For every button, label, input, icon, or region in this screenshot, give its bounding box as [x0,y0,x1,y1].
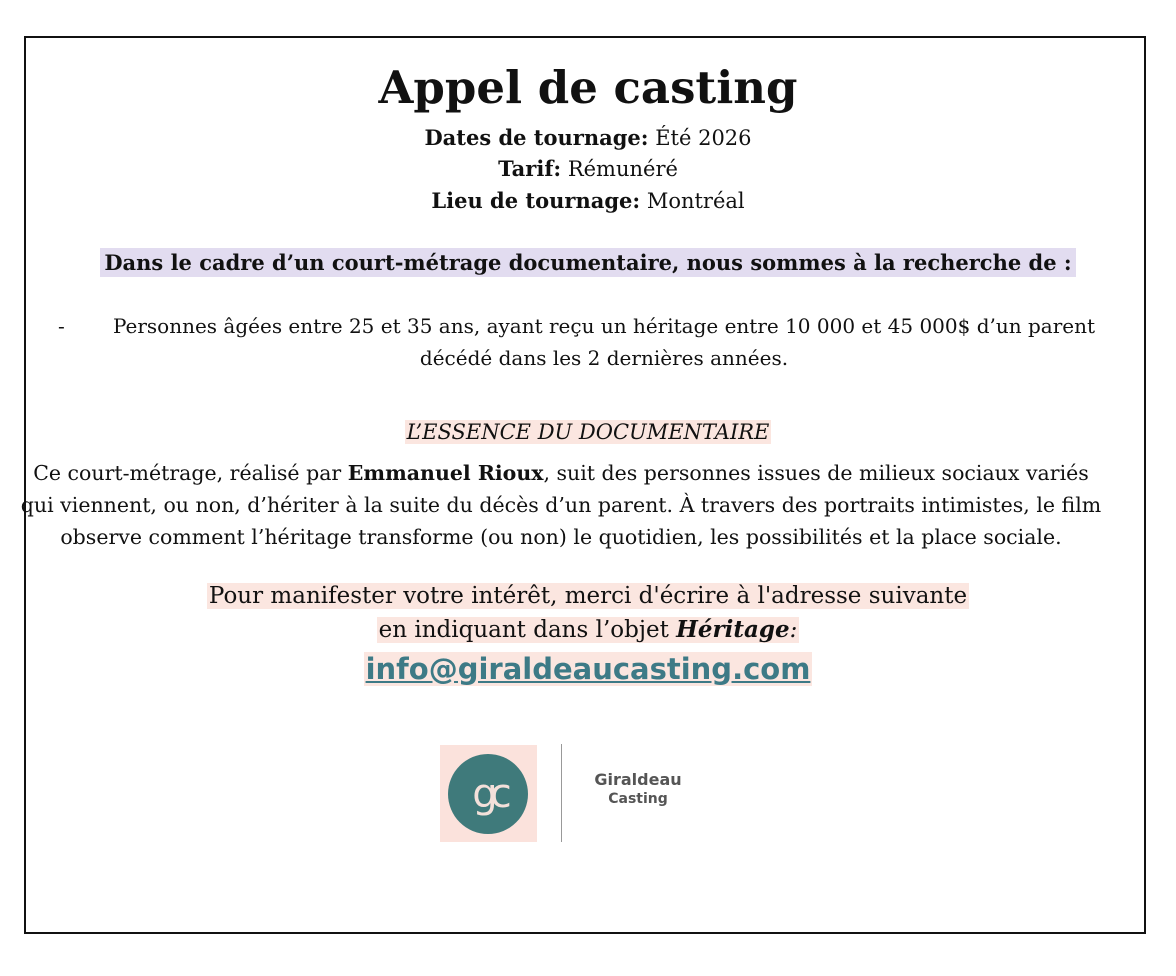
bullet-marker: - [58,314,65,338]
bullet-line-2: décédé dans les 2 dernières années. [419,346,789,370]
essence-heading [0,417,1176,447]
detail-label: Lieu de tournage: [431,188,641,213]
contact-line-1: Pour manifester votre intérêt, merci d'écrire à l'adresse suivante [208,583,968,609]
subject-keyword: Héritage [676,616,790,643]
logo-divider [561,744,562,842]
search-heading [0,248,1176,278]
detail-rate [0,153,1176,185]
detail-label: Tarif: [498,156,562,181]
detail-label: Dates de tournage: [424,125,649,150]
paragraph-line-1 [10,457,1112,489]
paragraph-line-2: qui viennent, ou non, d’hériter à la suite du décès d’un parent. À travers des portraits intimistes, le film [20,493,1102,517]
contact-instructions [0,580,1176,647]
essence-heading-text: L’ESSENCE DU DOCUMENTAIRE [406,420,770,444]
detail-value: Montréal [646,189,745,213]
detail-location [0,185,1176,217]
bullet-text [96,310,1112,374]
paragraph-line-3: observe comment l’héritage transforme (ou non) le quotidien, les possibilités et la place sociale. [60,525,1062,549]
paragraph-text: Ce court-métrage, réalisé par [33,461,348,485]
contact-line-2 [377,617,800,643]
detail-value: Été 2026 [655,126,752,150]
company-logo [440,745,537,842]
logo-name-line-2: Casting [608,791,668,807]
email-block [0,649,1176,689]
page-title: Appel de casting [378,61,798,114]
detail-value: Rémunéré [567,157,678,181]
director-name: Emmanuel Rioux [347,461,544,485]
bullet-line-1: Personnes âgées entre 25 et 35 ans, ayant reçu un héritage entre 10 000 et 45 000$ d’un parent [112,314,1096,338]
description-paragraph [10,457,1112,553]
contact-prefix: en indiquant dans l’objet [378,617,677,643]
search-heading-text: Dans le cadre d’un court-métrage documentaire, nous sommes à la recherche de : [100,248,1075,277]
colon: : [789,617,798,643]
logo-name-line-1: Giraldeau [594,770,682,789]
detail-shooting-dates [0,122,1176,154]
email-link[interactable]: info@giraldeaucasting.com [365,652,811,686]
paragraph-text: , suit des personnes issues de milieux sociaux variés [543,461,1089,485]
logo-wordmark [583,770,693,808]
logo-monogram-icon: gc [448,754,528,834]
